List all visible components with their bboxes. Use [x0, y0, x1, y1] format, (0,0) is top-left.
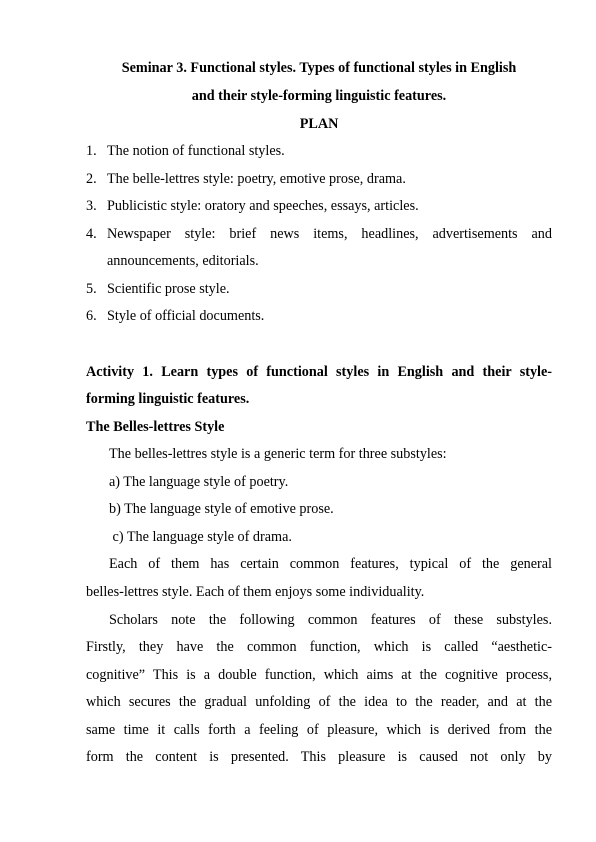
paragraph-2-line-4: which secures the gradual unfolding of the idea to the reader, and at the	[86, 694, 552, 710]
plan-item-number: 3.	[86, 198, 97, 214]
paragraph-2-line-3: cognitive” This is a double function, which aims at the cognitive process,	[86, 667, 552, 683]
paragraph-2-line-6: form the content is presented. This pleasure is caused not only by	[86, 749, 552, 765]
activity-heading-line-2: forming linguistic features.	[86, 391, 250, 407]
paragraph-1-line-2: belles-lettres style. Each of them enjoys some individuality.	[86, 584, 425, 600]
paragraph-1-line-1: Each of them has certain common features, typical of the general	[109, 556, 552, 572]
plan-item-text: The notion of functional styles.	[107, 143, 285, 159]
plan-item-number: 4.	[86, 226, 97, 242]
intro-text: The belles-lettres style is a generic term for three substyles:	[109, 446, 447, 462]
plan-item-number: 5.	[86, 281, 97, 297]
plan-item-2	[86, 170, 406, 188]
plan-item-4-continuation: announcements, editorials.	[107, 253, 259, 269]
plan-item-number: 1.	[86, 143, 97, 159]
plan-item-6	[86, 307, 264, 325]
title-line-2: and their style-forming linguistic features.	[191, 88, 447, 104]
substyle-c: c) The language style of drama.	[109, 529, 292, 545]
substyle-b: b) The language style of emotive prose.	[109, 501, 334, 517]
plan-item-4	[86, 225, 552, 243]
plan-item-1	[86, 142, 285, 160]
section-title: The Belles-lettres Style	[86, 419, 225, 435]
paragraph-2-line-1: Scholars note the following common features of these substyles.	[109, 612, 552, 628]
substyle-a: a) The language style of poetry.	[109, 474, 289, 490]
plan-item-5	[86, 280, 230, 298]
plan-item-text: Publicistic style: oratory and speeches, essays, articles.	[107, 198, 419, 214]
plan-item-text: The belle-lettres style: poetry, emotive prose, drama.	[107, 171, 406, 187]
title-line-1: Seminar 3. Functional styles. Types of functional styles in English	[121, 60, 517, 76]
plan-heading: PLAN	[299, 116, 339, 132]
paragraph-2-line-5: same time it calls forth a feeling of pleasure, which is derived from the	[86, 722, 552, 738]
plan-item-number: 2.	[86, 171, 97, 187]
plan-item-text: Style of official documents.	[107, 308, 265, 324]
activity-heading-line-1: Activity 1. Learn types of functional styles in English and their style-	[86, 364, 552, 380]
plan-item-text: Newspaper style: brief news items, headlines, advertisements and	[107, 226, 552, 242]
plan-item-text: Scientific prose style.	[107, 281, 230, 297]
paragraph-2-line-2: Firstly, they have the common function, which is called “aesthetic-	[86, 639, 552, 655]
plan-item-number: 6.	[86, 308, 97, 324]
plan-item-3	[86, 197, 419, 215]
